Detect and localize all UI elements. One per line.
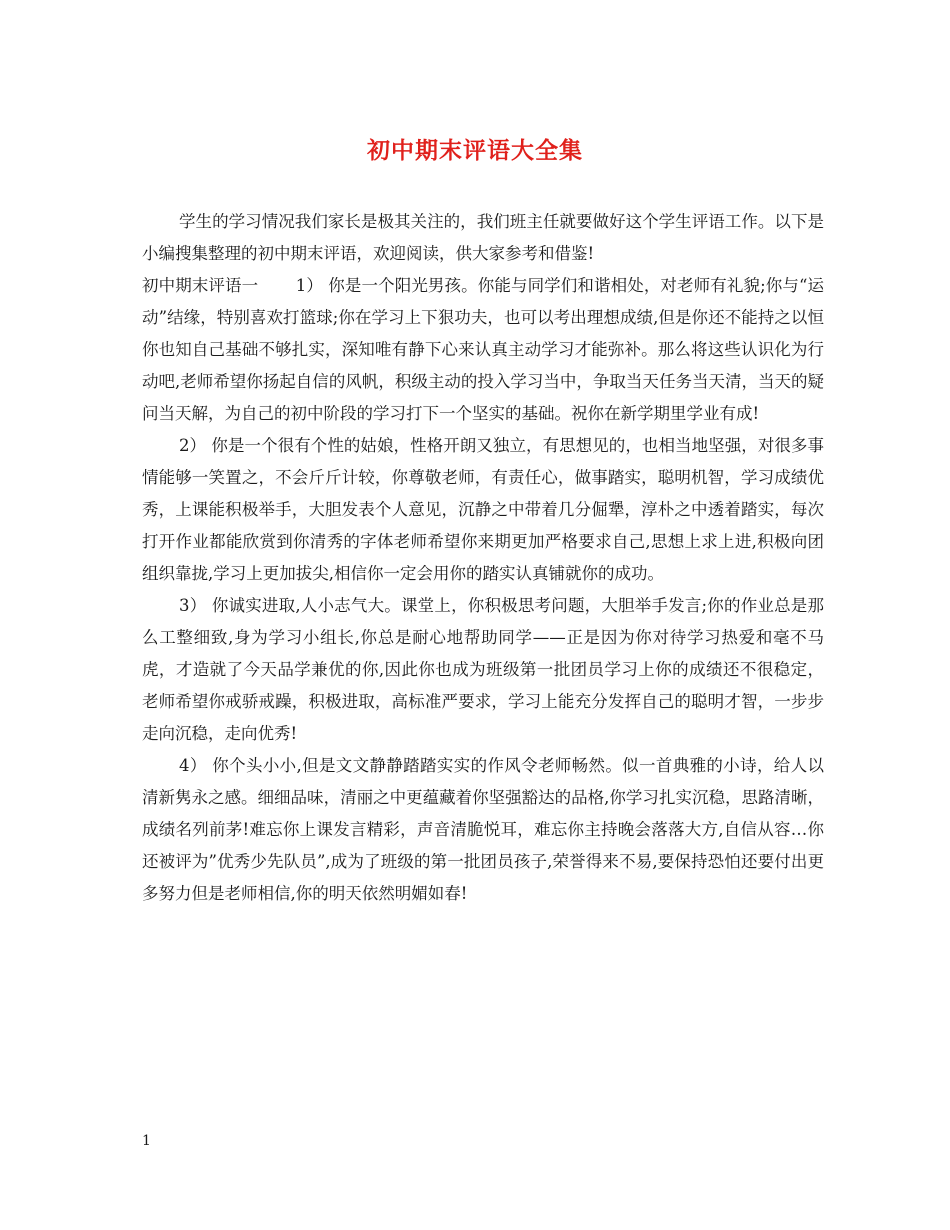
comment-1: 1） 你是一个阳光男孩。你能与同学们和谐相处，对老师有礼貌;你与“运动”结缘，特别喜欢打篮球;你在学习上下狠功夫，也可以考出理想成绩,但是你还不能持之以恒 你也知自己基础不够扎实，深知唯有静下心来认真主动学习才能弥补。那么将这些认识化为行动吧,老师希望你扬起自信的风帆，积级主动的投入学习当中，争取当天任务当天清，当天的疑问当天解，为自己的初中阶段的学习打下一个坚实的基础。祝你在新学期里学业有成! xyxy=(142,276,824,423)
intro-paragraph: 学生的学习情况我们家长是极其关注的，我们班主任就要做好这个学生评语工作。以下是小编搜集整理的初中期末评语，欢迎阅读，供大家参考和借鉴! xyxy=(142,212,824,263)
comment-2: 2） 你是一个很有个性的姑娘，性格开朗又独立，有思想见的，也相当地坚强，对很多事情能够一笑置之，不会斤斤计较，你尊敬老师，有责任心，做事踏实，聪明机智，学习成绩优秀，上课能积极举手，大胆发表个人意见，沉静之中带着几分倔犟，淳朴之中透着踏实，每次打开作业都能欣赏到你清秀的字体老师希望你来期更加严格要求自己,思想上求上进,积极向团组织靠拢,学习上更加拔尖,相信你一定会用你的踏实认真铺就你的成功。 xyxy=(142,436,824,583)
page-number: 1 xyxy=(142,1133,151,1149)
document-body xyxy=(142,206,824,910)
comment-3: 3） 你诚实进取,人小志气大。课堂上，你积极思考问题，大胆举手发言;你的作业总是那么工整细致,身为学习小组长,你总是耐心地帮助同学——正是因为你对待学习热爱和毫不马虎，才造就了今天品学兼优的你,因此你也成为班级第一批团员学习上你的成绩还不很稳定， 老师希望你戒骄戒躁，积极进取，高标准严要求，学习上能充分发挥自己的聪明才智，一步步走向沉稳，走向优秀! xyxy=(142,596,824,743)
section-one-paragraph xyxy=(142,270,824,430)
comment-4: 4） 你个头小小,但是文文静静踏踏实实的作风令老师畅然。似一首典雅的小诗，给人以清新隽永之感。细细品味，清丽之中更蕴藏着你坚强豁达的品格,你学习扎实沉稳，思路清晰，成绩名列前茅!难忘你上课发言精彩，声音清脆悦耳，难忘你主持晚会落落大方,自信从容…你还被评为”优秀少先队员”,成为了班级的第一批团员孩子,荣誉得来不易,要保持恐怕还要付出更多努力但是老师相信,你的明天依然明媚如春! xyxy=(142,756,824,903)
document-title: 初中期末评语大全集 xyxy=(367,137,583,164)
section-heading: 初中期末评语一 xyxy=(142,276,259,295)
